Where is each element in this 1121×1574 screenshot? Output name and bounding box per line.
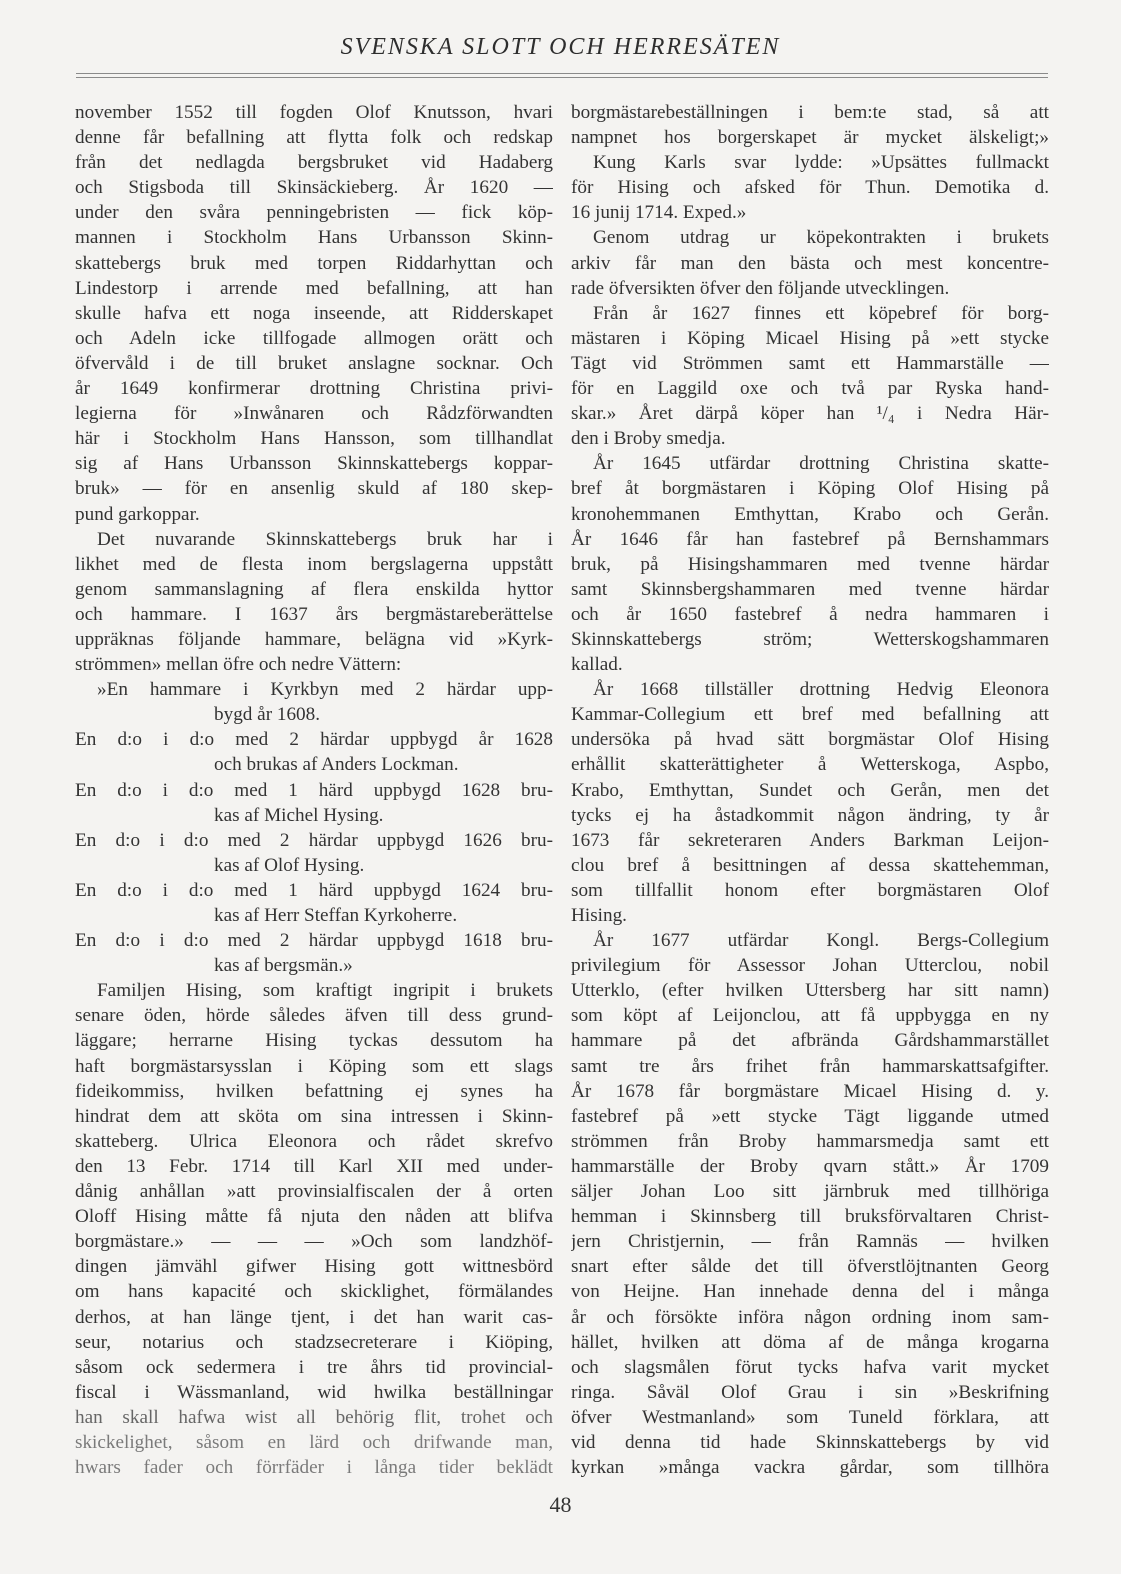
left-line: skulle hafva ett noga inseende, att Ridderskapet [75,302,553,324]
left-line: Oloff Hising måtte få njuta den nåden att blifva [75,1206,553,1228]
right-line: samt tre års frihet från hammarskattsafgifter. [571,1055,1049,1077]
right-line: den i Broby smedja. [571,428,726,450]
left-line: haft borgmästarsysslan i Köping som ett slags [75,1055,553,1077]
right-line: och år 1650 fastebref å nedra hammaren i [571,603,1049,625]
left-line: Lindestorp i arrende med befallning, att han [75,277,553,299]
left-line: Familjen Hising, som kraftigt ingripit i brukets [97,980,553,1002]
right-line: tycks ej ha åstadkommit någon ändring, ty år [571,804,1049,826]
right-line: som köpt af Leijonclou, att få uppbygga en ny [571,1005,1049,1027]
left-column [75,100,553,1480]
running-header: SVENSKA SLOTT OCH HERRESÄTEN [340,34,781,60]
right-line: skar.» Året därpå köper han ¹/₄ i Nedra Här- [571,403,1049,425]
left-line: borgmästare.» — — — »Och som landzhöf- [75,1231,553,1253]
right-line: borgmästarebeställningen i bem:te stad, så att [571,102,1049,123]
left-line: bruk» — för en ansenlig skuld af 180 skep- [75,478,553,500]
left-line: öfvervåld i de till bruket anslagne socknar. Och [75,352,553,374]
right-line: erhållit skatterättigheter å Wetterskoga, Aspbo, [571,754,1049,776]
right-line: snart efter sålde det till öfverstlöjtnanten Georg [571,1256,1049,1278]
left-line: och Stigsboda till Skinsäckieberg. År 1620 — [75,177,553,199]
left-line: skickelighet, såsom en lärd och drifwande man, [75,1431,553,1453]
left-line: mannen i Stockholm Hans Urbansson Skinn- [75,227,553,249]
right-line: hammarställe der Broby qvarn stått.» År 1709 [571,1155,1049,1177]
right-line: kallad. [571,654,623,676]
left-line: legierna för »Inwånaren och Rådzförwandten [75,403,553,425]
left-line: »En hammare i Kyrkbyn med 2 härdar upp- [97,679,553,701]
right-line: hammare på det afbrända Gårdshammarstället [571,1030,1049,1052]
left-line: hwars fader och förrfäder i långa tider beklädt [75,1457,553,1479]
right-line: arkiv får man den bästa och mest koncentre- [571,252,1049,274]
left-line: här i Stockholm Hans Hansson, som tillhandlat [75,428,553,450]
right-line: säljer Johan Loo sitt järnbruk med tillhöriga [571,1181,1049,1203]
right-line: clou bref å besittningen af dessa skattehemman, [571,854,1049,876]
right-line: för en Laggild oxe och två par Ryska hand- [571,378,1049,400]
right-line: Hising. [571,905,627,926]
left-line: under den svåra penningebristen — fick köp- [75,202,553,224]
right-line: vid denna tid hade Skinnskattebergs by vid [571,1431,1049,1453]
right-line: bref åt borgmästaren i Köping Olof Hising på [571,478,1049,500]
left-line: sig af Hans Urbansson Skinnskattebergs koppar- [75,453,553,475]
left-line: En d:o i d:o med 2 härdar uppbygd 1626 bru- [75,829,553,851]
left-line: pund garkoppar. [75,503,200,525]
right-line: mästaren i Köping Micael Hising på »ett stycke [571,327,1049,349]
right-line: undersöka på hvad sätt borgmästar Olof Hising [571,729,1049,751]
left-line: han skall hafwa wist all behörig flit, trohet och [75,1406,553,1428]
left-line: bygd år 1608. [214,704,321,726]
left-line: En d:o i d:o med 1 härd uppbygd 1628 bru- [75,779,553,801]
left-line: denne får befallning att flytta folk och redskap [75,127,553,149]
right-line: rade öfversikten öfver den följande utvecklingen. [571,277,950,299]
left-line: En d:o i d:o med 2 härdar uppbygd 1618 bru- [75,930,553,952]
left-line: derhos, at han länge tjent, i det han warit cas- [75,1306,553,1328]
left-line: En d:o i d:o med 1 härd uppbygd 1624 bru- [75,879,553,901]
left-line: och Adeln icke tillfogade allmogen orätt och [75,327,553,349]
right-line: strömmen från Broby hammarsmedja samt ett [571,1130,1049,1152]
right-line: År 1678 får borgmästare Micael Hising d. y. [571,1080,1049,1102]
right-line: 1673 får sekreteraren Anders Barkman Leijon- [571,829,1049,851]
right-line: för Hising och afsked för Thun. Demotika d. [571,177,1049,199]
right-line: Krabo, Emthyttan, Sundet och Gerån, men det [571,779,1049,801]
left-line: och hammare. I 1637 års bergmästareberättelse [75,603,553,625]
right-line: År 1646 får han fastebref på Bernshammars [571,528,1049,550]
right-line: ringa. Såväl Olof Grau i sin »Beskrifning [571,1381,1049,1403]
right-line: 16 junij 1714. Exped.» [571,202,747,224]
right-line: Kung Karls svar lydde: »Upsättes fullmackt [593,152,1049,174]
header-rule-bottom [76,77,1048,78]
right-line: år och försökte införa någon ordning inom sam- [571,1306,1049,1328]
page-number: 48 [549,1492,572,1517]
left-line: En d:o i d:o med 2 härdar uppbygd år 1628 [75,729,553,751]
right-line: hemman i Skinnsberg till bruksförvaltaren Christ- [571,1206,1049,1228]
right-line: Skinnskattebergs ström; Wetterskogshammaren [571,628,1049,650]
left-line: likhet med de flesta inom bergslagerna uppstått [75,553,553,575]
right-line: samt Skinnsbergshammaren med tvenne härdar [571,578,1049,600]
left-line: seur, notarius och stadzsecreterare i Kiöping, [75,1331,553,1353]
right-line: År 1677 utfärdar Kongl. Bergs-Collegium [593,930,1049,952]
left-line: skatteberg. Ulrica Eleonora och rådet skrefvo [75,1130,553,1152]
left-line: läggare; herrarne Hising tyckas dessutom ha [75,1030,553,1052]
right-line: År 1668 tillställer drottning Hedvig Eleonora [593,679,1049,701]
right-line: Tägt vid Strömmen samt ett Hammarställe — [571,352,1049,374]
right-line: och slagsmålen förut tycks hafva varit mycket [571,1356,1049,1378]
left-line: om hans kapacité och skicklighet, förmälandes [75,1281,553,1303]
right-line: Utterklo, (efter hvilken Uttersberg har sitt namn) [571,980,1049,1002]
right-line: privilegium för Assessor Johan Utterclou, nobil [571,955,1049,977]
right-line: Kammar-Collegium ett bref med befallning att [571,704,1049,726]
right-line: Från år 1627 finnes ett köpebref för borg- [593,302,1049,324]
left-line: år 1649 konfirmerar drottning Christina privi- [75,378,553,400]
right-line: kyrkan »många vackra gårdar, som tillhöra [571,1457,1049,1479]
left-line: kas af Olof Hysing. [214,854,365,876]
right-line: von Heijne. Han innehade denna del i många [571,1281,1049,1303]
left-line: genom sammanslagning af flera enskilda hyttor [75,578,553,600]
left-line: såsom ock sedermera i tre åhrs tid provincial- [75,1356,553,1378]
left-line: dingen jämvähl gifwer Hising gott wittnesbörd [75,1256,553,1278]
left-line: kas af Michel Hysing. [214,804,384,826]
left-line: kas af bergsmän.» [214,955,353,977]
header-rule-top [76,73,1048,74]
left-line: fiscal i Wässmanland, wid hwilka beställningar [75,1381,553,1403]
left-line: fideikommiss, hvilken befattning ej synes ha [75,1080,553,1102]
left-line: november 1552 till fogden Olof Knutsson, hvari [75,102,553,123]
right-line: kronohemmanen Emthyttan, Krabo och Gerån. [571,503,1049,525]
left-line: uppräknas följande hammare, belägna vid »Kyrk- [75,628,553,650]
right-line: öfver Westmanland» som Tuneld förklara, att [571,1406,1049,1428]
left-line: skattebergs bruk med torpen Riddarhyttan och [75,252,553,274]
left-line: Det nuvarande Skinnskattebergs bruk har i [97,528,553,550]
left-line: kas af Herr Steffan Kyrkoherre. [214,905,458,926]
right-column [571,100,1049,1480]
right-line: nampnet hos borgerskapet är mycket älskeligt;» [571,127,1049,149]
right-line: bruk, på Hisingshammaren med tvenne härdar [571,553,1049,575]
left-line: den 13 Febr. 1714 till Karl XII med under- [75,1155,553,1177]
right-line: som tillfallit honom efter borgmästaren Olof [571,879,1049,901]
right-line: Genom utdrag ur köpekontrakten i brukets [593,227,1049,249]
left-line: dånig anhållan »att provinsialfiscalen der å orten [75,1181,553,1203]
right-line: jern Christjernin, — från Ramnäs — hvilken [571,1231,1049,1253]
left-line: från det nedlagda bergsbruket vid Hadaberg [75,152,553,174]
left-line: och brukas af Anders Lockman. [214,754,459,776]
left-line: senare öden, hörde således äfven till dess grund- [75,1005,553,1027]
right-line: År 1645 utfärdar drottning Christina skatte- [593,453,1049,475]
right-line: hället, hvilken att döma af de många krogarna [571,1331,1049,1353]
left-line: hindrat dem att sköta om sina intressen i Skinn- [75,1105,553,1127]
right-line: fastebref på »ett stycke Tägt liggande utmed [571,1105,1049,1127]
left-line: strömmen» mellan öfre och nedre Vättern: [75,654,402,676]
